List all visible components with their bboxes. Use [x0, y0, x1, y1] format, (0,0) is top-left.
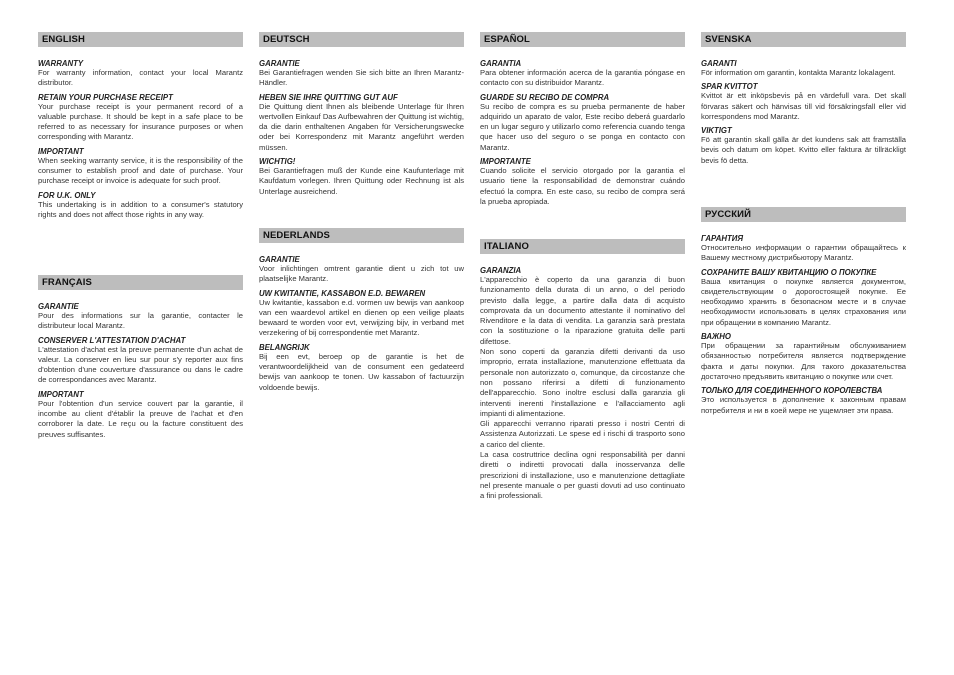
italiano-assistenza-text: Gli apparecchi verranno riparati presso i nostri Centri di Assistenza Autorizzati. Le spese ed i rischi di trasporto sono a carico del cliente. [480, 419, 685, 449]
english-uk-text: This undertaking is in addition to a consumer's statutory rights and does not affect those rights in any way. [38, 199, 243, 219]
espanol-recibo-text: Su recibo de compra es su prueba permanente de haber adquirido un aparato de valor, Este recibo deberá guardarlo en un lugar seguro y utilizarlo como referencia cuando tenga que hacer uso del seguro o se ponga en contacto con Marantz. [480, 101, 685, 152]
column-4b [701, 207, 906, 416]
russian-uk-title: ТОЛЬКО ДЛЯ СОЕДИНЕННОГО КОРОЛЕВСТВА [701, 386, 883, 396]
espanol-garantia-text: Para obtener información acerca de la garantia póngase en contacto con su distribuidor Marantz. [480, 68, 685, 88]
francais-attestation-title: CONSERVER L'ATTESTATION D'ACHAT [38, 335, 186, 345]
nederlands-garantie-text: Voor inlichtingen omtrent garantie dient u zich tot uw plaatselijke Marantz. [259, 264, 464, 284]
section-russian [701, 207, 906, 416]
nederlands-belangrijk-title: BELANGRIJK [259, 342, 310, 352]
nederlands-garantie-title: GARANTIE [259, 255, 300, 264]
francais-garantie-title: GARANTIE [38, 302, 79, 311]
francais-attestation-text: L'attestation d'achat est la preuve permanente d'un achat de valeur. La conserver en lieu sur pour s'y reporter aux fins d'obtention d'une couverture d'assurance ou dans le cadre de correspondances avec Marantz. [38, 344, 243, 385]
section-header-francais: FRANÇAIS [38, 275, 243, 290]
francais-important-text: Pour l'obtention d'un service couvert par la garantie, il incombe au client d'établir la preuve de l'achat et d'en corroborer la date. Le reçu ou la facture constituent des preuves suffisantes. [38, 398, 243, 439]
english-important-title: IMPORTANT [38, 146, 84, 156]
deutsch-wichtig-text: Bei Garantiefragen muß der Kunde eine Kaufunterlage mit Kaufdatum vorlegen. Ihren Quittung oder Rechnung ist als Unterlage ausreichend. [259, 166, 464, 196]
russian-kvitanciya-title: СОХРАНИТЕ ВАШУ КВИТАНЦИЮ О ПОКУПКЕ [701, 267, 877, 277]
section-english [38, 32, 243, 220]
espanol-garantia-title: GARANTIA [480, 59, 522, 68]
francais-important-title: IMPORTANT [38, 389, 84, 399]
section-header-espanol: ESPAÑOL [480, 32, 685, 47]
deutsch-garantie-text: Bei Garantiefragen wenden Sie sich bitte an Ihren Marantz-Händler. [259, 68, 464, 88]
russian-garantiya-title: ГАРАНТИЯ [701, 234, 744, 243]
section-header-deutsch: DEUTSCH [259, 32, 464, 47]
section-header-italiano: ITALIANO [480, 239, 685, 254]
column-1b [38, 275, 243, 440]
svenska-garanti-text: För information om garantin, kontakta Marantz lokalagent. [701, 68, 896, 77]
italiano-garanzia-title: GARANZIA [480, 266, 522, 275]
francais-garantie-text: Pour des informations sur la garantie, contacter le distributeur local Marantz. [38, 311, 243, 331]
section-deutsch [259, 32, 464, 197]
english-uk-title: FOR U.K. ONLY [38, 190, 96, 200]
deutsch-wichtig-title: WICHTIG! [259, 157, 296, 167]
english-receipt-text: Your purchase receipt is your permanent record of a valuable purchase. It should be kept in a safe place to be referred to as necessary for insurance purposes or when corresponding with Marantz. [38, 101, 243, 142]
deutsch-garantie-title: GARANTIE [259, 59, 300, 68]
russian-kvitanciya-text: Ваша квитанция о покупке является документом, свидетельствующим о дорогостоящей покупке. Ее необходимо хранить в безопасном месте и в случае необходимости использовать в целях страхования или при обращении в компанию Marantz. [701, 276, 906, 327]
russian-vazhno-text: При обращении за гарантийным обслуживанием обязанностью потребителя является подтверждение факта и даты покупки. Для такого доказательства достаточно предъявить квитанцию о покупке или счет. [701, 341, 906, 381]
russian-garantiya-text: Относительно информации о гарантии обращайтесь к Вашему местному дистрибьютору Marantz. [701, 243, 906, 263]
italiano-esclusioni-text: Non sono coperti da garanzia difetti derivanti da uso improprio, errata installazione, manutenzione effettuata da personale non autorizzato o, comunque, da circostanze che non possano riferirsi a difetti di funzionamento dell'apparecchio. Sono inoltre esclusi dalla garanzia gli interventi inerenti l'installazione e l'allacciamento agli impianti di alimentazione. [480, 347, 685, 418]
espanol-importante-text: Cuando solicite el servicio otorgado por la garantia el usuario tiene la responsabilidad de demonstrar cuándo efectuó la compra. En este caso, su recibo de compra será la prueba apropiada. [480, 166, 685, 206]
svenska-viktigt-text: Fö att garantin skall gälla är det kundens sak att framställa bevis och datum om köpet. Kvitto eller faktura är tillräckligt bevis fö detta. [701, 135, 906, 165]
nederlands-kwitantie-title: UW KWITANTIE, KASSABON E.D. BEWAREN [259, 288, 426, 298]
russian-vazhno-title: ВАЖНО [701, 332, 731, 342]
english-warranty-text: For warranty information, contact your local Marantz distributor. [38, 68, 243, 88]
russian-uk-text: Это используется в дополнение к законным правам потребителя и ни в коей мере не ущемляет эти права. [701, 395, 906, 415]
svenska-garanti-title: GARANTI [701, 59, 737, 68]
english-receipt-title: RETAIN YOUR PURCHASE RECEIPT [38, 92, 173, 102]
deutsch-quittung-text: Die Quittung dient Ihnen als bleibende Unterlage für Ihren wertvollen Einkauf Das Aufbewahren der Quittung ist wichtig, da die darin enthaltenen Angaben für Versicherungswecke oder bei Korrespondenz mit Marantz angeführt werden müssen. [259, 101, 464, 152]
section-italiano [480, 239, 685, 502]
italiano-responsabilita-text: La casa costruttrice declina ogni responsabilità per danni diretti o indiretti provocati dalla inosservanza delle prescrizioni di installazione, uso e manutenzione dettagliate nel presente manuale o per guasti dovuti ad uso continuato a fini professionali. [480, 450, 685, 501]
svenska-kvittot-text: Kvittot är ett inköpsbevis på en värdefull vara. Det skall förvaras säkert och hänvisas till vid försäkringsfall eller vid korrespondens mod Marantz. [701, 91, 906, 121]
column-3 [480, 32, 685, 207]
section-nederlands [259, 228, 464, 393]
column-4 [701, 32, 906, 166]
column-1 [38, 32, 243, 220]
section-header-svenska: SVENSKA [701, 32, 906, 47]
svenska-kvittot-title: SPAR KVITTOT [701, 82, 758, 92]
english-warranty-title: WARRANTY [38, 59, 84, 68]
section-svenska [701, 32, 906, 166]
column-3b [480, 239, 685, 502]
english-important-text: When seeking warranty service, it is the responsibility of the consumer to establish proof and date of purchase. Your purchase receipt or invoice is adequate for such proof. [38, 155, 243, 186]
italiano-garanzia-text: L'apparecchio è coperto da una garanzia di buon funzionamento della durata di un anno, o del periodo previsto dalla legge, a partire dalla data di acquisto comprovata da un documento attestante il nominativo del Rivenditore e la data di vendita. La garanzia sarà prestata con la sostituzione o la riparazione gratuita delle parti difettose. [480, 275, 685, 346]
deutsch-quittung-title: HEBEN SIE IHRE QUITTING GUT AUF [259, 92, 398, 102]
espanol-importante-title: IMPORTANTE [480, 157, 531, 167]
section-header-russian: РУССКИЙ [701, 207, 906, 222]
section-francais [38, 275, 243, 440]
section-header-english: ENGLISH [38, 32, 243, 47]
section-espanol [480, 32, 685, 207]
nederlands-kwitantie-text: Uw kwitantie, kassabon e.d. vormen uw bewijs van aankoop van een waardevol artikel en dienen op een veilige plaats bewaard te worden voor evt, verwijzing bijv, in verband met verzekering of bij correspondentie met Marantz. [259, 297, 464, 338]
section-header-nederlands: NEDERLANDS [259, 228, 464, 243]
espanol-recibo-title: GUARDE SU RECIBO DE COMPRA [480, 92, 610, 102]
column-2b [259, 228, 464, 393]
nederlands-belangrijk-text: Bij een evt, beroep op de garantie is het de verantwoordelijkheid van de consument een gedateerd bewijs van aankoop te tonen. Uw kassabon of factuurzijn voldoende bewijs. [259, 351, 464, 392]
svenska-viktigt-title: VIKTIGT [701, 126, 732, 136]
column-2 [259, 32, 464, 197]
